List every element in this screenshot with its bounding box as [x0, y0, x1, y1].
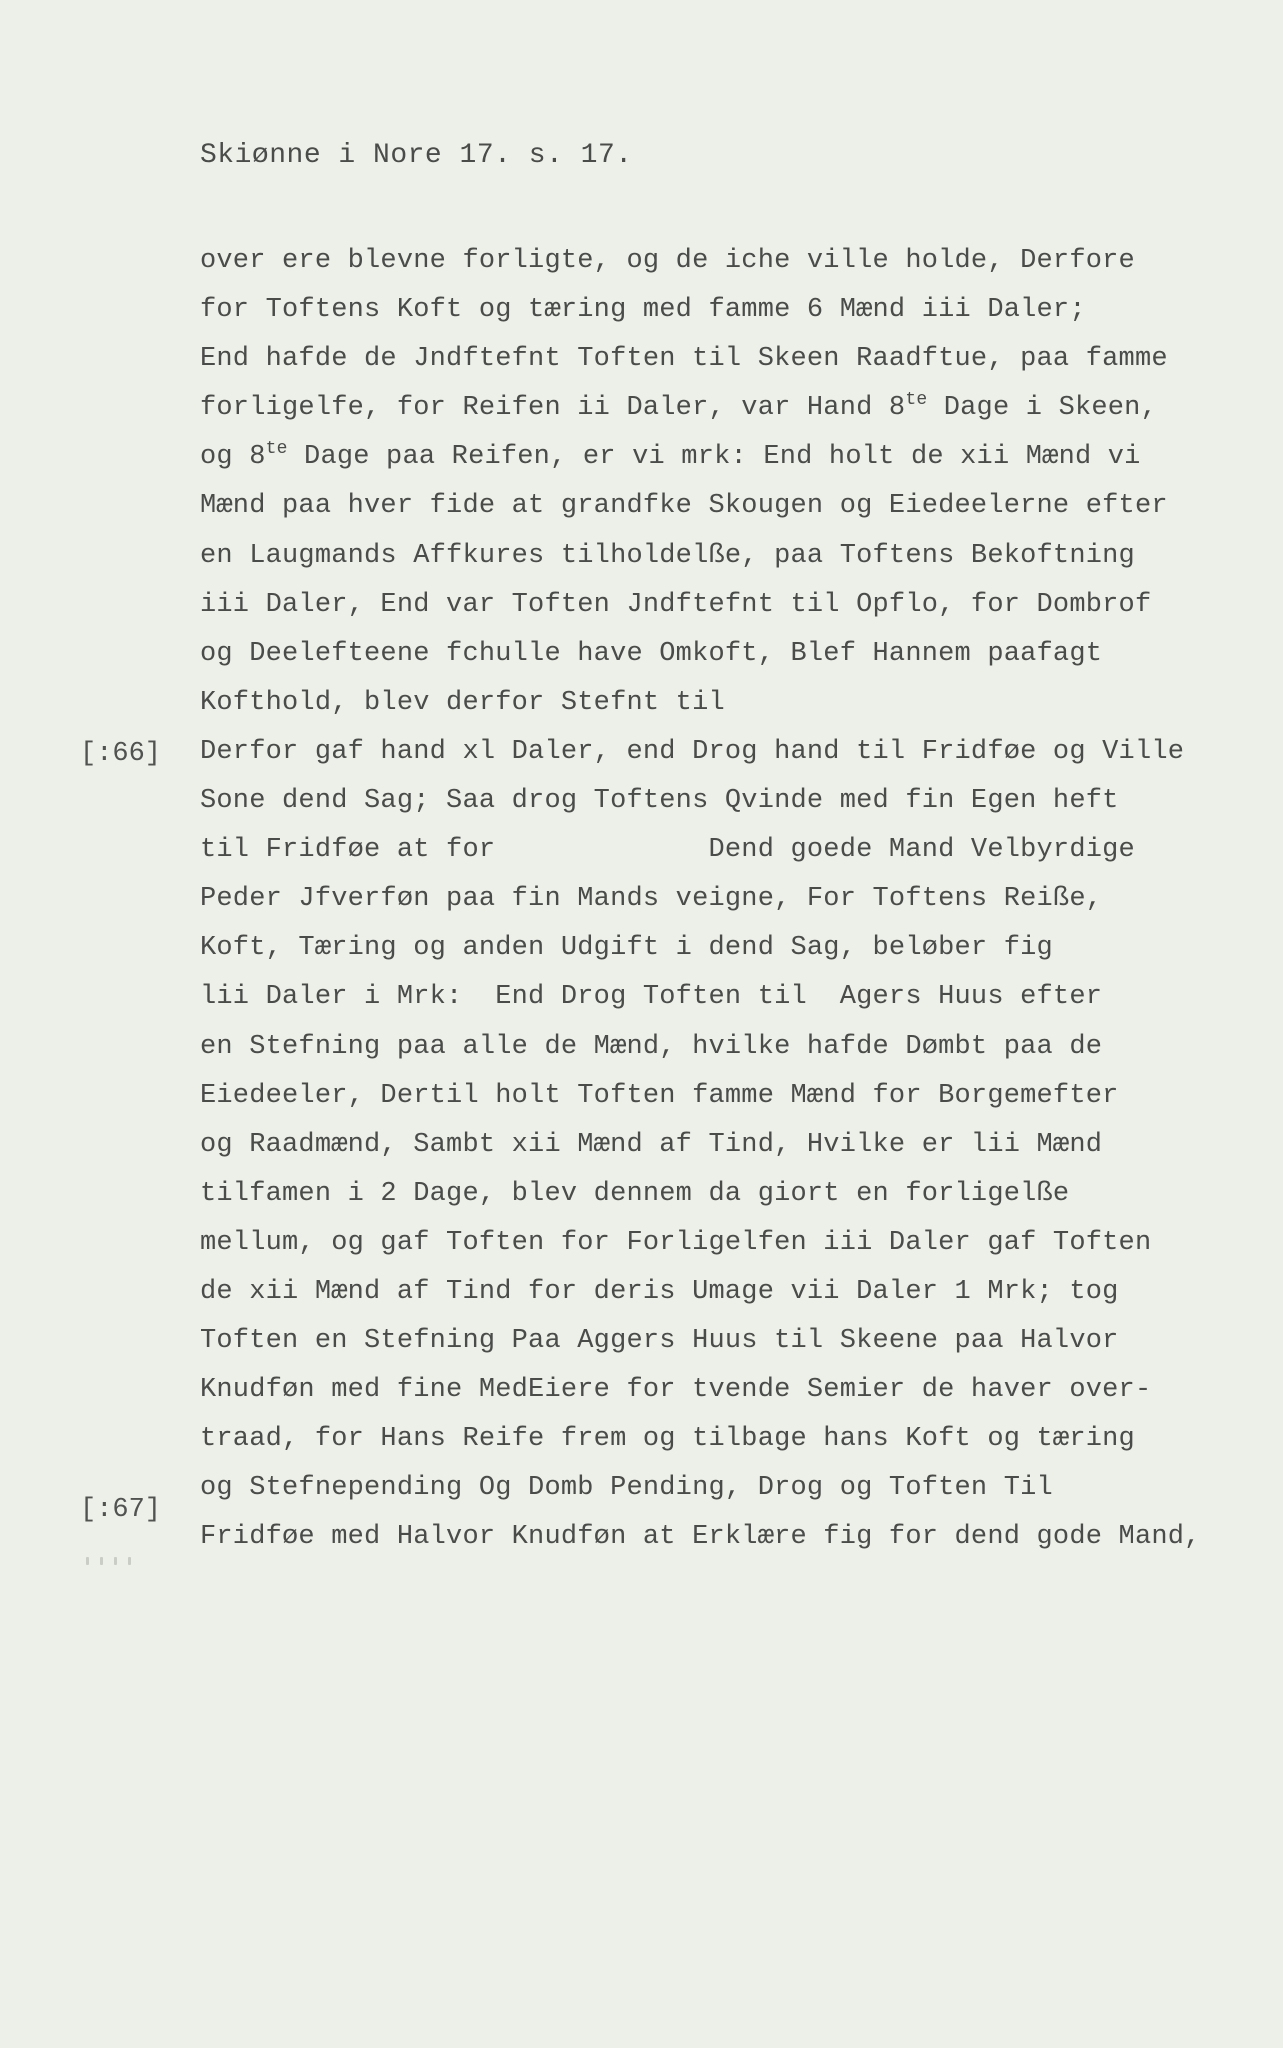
text-line: og Raadmænd, Sambt xii Mænd af Tind, Hvilke er lii Mænd — [200, 1129, 1103, 1160]
text-line: End hafde de Jndftefnt Toften til Skeen Raadftue, paa famme — [200, 344, 1168, 375]
text-line: tilfamen i 2 Dage, blev dennem da giort en forligelße — [200, 1178, 1070, 1209]
page-marker-67: [:67] — [80, 1495, 162, 1525]
margin-smudge — [80, 1553, 150, 1567]
text-line: mellum, og gaf Toften for Forligelfen iii Daler gaf Toften — [200, 1227, 1152, 1258]
text-line: Sone dend Sag; Saa drog Toftens Qvinde med fin Egen heft — [200, 786, 1119, 817]
text-line: Koft, Tæring og anden Udgift i dend Sag, beløber fig — [200, 933, 1053, 964]
text-line: Knudføn med fine MedEiere for tvende Semier de haver over- — [200, 1375, 1152, 1406]
text-line: til Fridføe at for Dend goede Mand Velbyrdige — [200, 835, 1135, 866]
text-line: Peder Jfverføn paa fin Mands veigne, For Toftens Reiße, — [200, 884, 1103, 915]
text-line: traad, for Hans Reife frem og tilbage hans Koft og tæring — [200, 1424, 1135, 1455]
page-marker-66: [:66] — [80, 739, 162, 769]
text-line: de xii Mænd af Tind for deris Umage vii Daler 1 Mrk; tog — [200, 1276, 1119, 1307]
text-line: og Deelefteene fchulle have Omkoft, Blef Hannem paafagt — [200, 638, 1103, 669]
text-line: en Laugmands Affkures tilholdelße, paa Toftens Bekoftning — [200, 540, 1135, 571]
transcription-body — [200, 237, 1201, 1563]
text-line: og Stefnepending Og Domb Pending, Drog og Toften Til — [200, 1473, 1053, 1504]
page-heading: Skiønne i Nore 17. s. 17. — [200, 140, 633, 171]
text-line: Toften en Stefning Paa Aggers Huus til Skeene paa Halvor — [200, 1326, 1119, 1357]
text-line: over ere blevne forligte, og de iche ville holde, Derfore — [200, 246, 1135, 276]
text-line: iii Daler, End var Toften Jndftefnt til Opflo, for Dombrof — [200, 589, 1152, 620]
text-line: og $8^{te}$ Dage paa Reifen, er vi mrk: End holt de xii Mænd vi — [200, 439, 1141, 473]
text-line: Eiedeeler, Dertil holt Toften famme Mænd for Borgemefter — [200, 1080, 1119, 1111]
text-line: lii Daler i Mrk: End Drog Toften til Agers Huus efter — [200, 982, 1103, 1013]
text-line: Kofthold, blev derfor Stefnt til — [200, 687, 725, 718]
text-line: forligelfe, for Reifen ii Daler, var Hand $8^{te}$ Dage i Skeen, — [200, 390, 1157, 424]
text-line: Fridføe med Halvor Knudføn at Erklære fig for dend gode Mand, — [200, 1522, 1201, 1553]
text-line: en Stefning paa alle de Mænd, hvilke hafde Dømbt paa de — [200, 1031, 1103, 1062]
text-line: Mænd paa hver fide at grandfke Skougen og Eiedeelerne efter — [200, 491, 1168, 522]
text-line: for Toftens Koft og tæring med famme 6 Mænd iii Daler; — [200, 295, 1086, 326]
text-line: Derfor gaf hand xl Daler, end Drog hand til Fridføe og Ville — [200, 736, 1185, 767]
